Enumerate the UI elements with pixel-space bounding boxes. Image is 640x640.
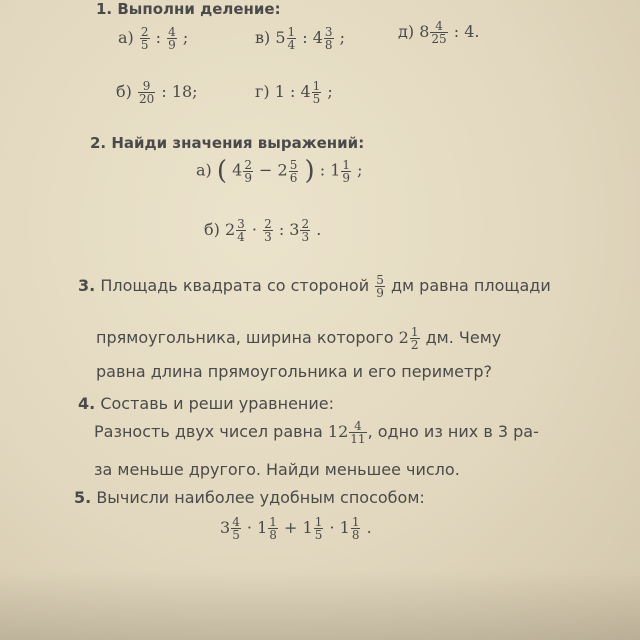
whole: 2 bbox=[277, 160, 288, 180]
operator: · bbox=[251, 220, 257, 239]
task3-text: Площадь квадрата со стороной bbox=[100, 276, 370, 295]
task4-line2: за меньше другого. Найди меньшее число. bbox=[94, 460, 460, 479]
whole: 2 bbox=[224, 220, 236, 239]
punct: ; bbox=[182, 28, 189, 47]
operator: : 4 bbox=[302, 28, 323, 47]
fraction: $\frac{2}{5}$ bbox=[140, 25, 149, 52]
task4-title-line bbox=[78, 394, 334, 413]
operator: 1 : 4 bbox=[274, 82, 311, 101]
fraction: $\frac{2}{3}$ bbox=[264, 217, 272, 244]
task3-text: дм равна площади bbox=[390, 276, 551, 295]
fraction: $\frac{5}{9}$ bbox=[376, 273, 384, 300]
operator: + bbox=[284, 518, 298, 537]
task1-a-label: а) bbox=[118, 28, 134, 47]
punct: ; bbox=[357, 160, 363, 180]
task5-title: Вычисли наиболее удобным способом: bbox=[96, 488, 425, 507]
fraction: $\frac{3}{8}$ bbox=[324, 25, 333, 52]
whole: 12 bbox=[327, 422, 349, 441]
fraction: $\frac{4}{11}$ bbox=[350, 419, 366, 446]
task5-number: 5. bbox=[74, 488, 92, 507]
operator: : bbox=[155, 28, 161, 47]
task3-text: дм. Чему bbox=[425, 328, 502, 347]
punct: ; bbox=[339, 28, 346, 47]
fraction: $\frac{2}{3}$ bbox=[301, 217, 310, 244]
fraction: $\frac{1}{5}$ bbox=[312, 79, 321, 106]
operator: : 18; bbox=[161, 82, 198, 101]
task2-a bbox=[196, 158, 363, 184]
task4-number: 4. bbox=[78, 394, 96, 413]
task1-b bbox=[116, 80, 198, 105]
whole: 4 bbox=[232, 160, 243, 180]
task2-b bbox=[204, 218, 321, 243]
task1-v bbox=[255, 26, 345, 51]
task1-d bbox=[398, 20, 480, 45]
task3-text: прямоугольника, ширина которого bbox=[96, 328, 394, 347]
task3-number: 3. bbox=[78, 276, 96, 295]
operator: : 4. bbox=[453, 22, 480, 41]
fraction: $\frac{5}{6}$ bbox=[289, 157, 298, 185]
fraction: $\frac{1}{4}$ bbox=[287, 25, 296, 52]
fraction: $\frac{3}{4}$ bbox=[237, 217, 245, 244]
fraction: $\frac{1}{8}$ bbox=[351, 515, 360, 542]
task4-text: Разность двух чисел равна bbox=[94, 422, 323, 441]
task4-text: , одно из них в 3 ра- bbox=[367, 422, 539, 441]
task3-line2 bbox=[96, 326, 501, 351]
operator: · bbox=[246, 518, 253, 537]
task1-g-label: г) bbox=[255, 82, 270, 101]
whole: 1 bbox=[257, 518, 268, 537]
operator: · bbox=[329, 518, 335, 537]
task5-expression bbox=[220, 516, 372, 541]
operator: − bbox=[259, 160, 273, 180]
fraction: $\frac{4}{25}$ bbox=[431, 19, 447, 46]
task1-a bbox=[118, 26, 188, 51]
whole: 1 bbox=[339, 518, 350, 537]
task3-line3: равна длина прямоугольника и его периметр? bbox=[96, 362, 492, 381]
punct: ; bbox=[327, 82, 333, 101]
fraction: $\frac{9}{20}$ bbox=[138, 79, 155, 106]
task2-title: 2. Найди значения выражений: bbox=[90, 134, 365, 152]
task5-title-line bbox=[74, 488, 425, 507]
fraction: $\frac{1}{2}$ bbox=[410, 325, 419, 352]
whole: 2 bbox=[398, 328, 409, 347]
task4-title: Составь и реши уравнение: bbox=[100, 394, 335, 413]
fraction: $\frac{1}{9}$ bbox=[342, 157, 351, 185]
task1-title: 1. Выполни деление: bbox=[96, 0, 281, 18]
whole: 8 bbox=[419, 22, 430, 41]
fraction: $\frac{1}{8}$ bbox=[269, 515, 277, 542]
task3-line1 bbox=[78, 274, 551, 299]
fraction: $\frac{4}{9}$ bbox=[168, 25, 176, 52]
open-paren: ( bbox=[216, 156, 228, 186]
task1-d-label: д) bbox=[398, 22, 415, 41]
task1-b-label: б) bbox=[116, 82, 132, 101]
operator: : 1 bbox=[319, 160, 341, 180]
task2-b-label: б) bbox=[204, 220, 220, 239]
whole: 5 bbox=[275, 28, 286, 47]
close-paren: ) bbox=[304, 156, 315, 186]
task1-v-label: в) bbox=[255, 28, 271, 47]
task1-g bbox=[255, 80, 333, 105]
operator: : 3 bbox=[278, 220, 300, 239]
whole: 3 bbox=[220, 518, 231, 537]
fraction: $\frac{2}{9}$ bbox=[244, 157, 252, 185]
page-shadow bbox=[0, 570, 640, 640]
punct: . bbox=[366, 518, 372, 537]
punct: . bbox=[316, 220, 322, 239]
fraction: $\frac{4}{5}$ bbox=[232, 515, 240, 542]
whole: 1 bbox=[302, 518, 313, 537]
task2-a-label: а) bbox=[196, 160, 212, 180]
fraction: $\frac{1}{5}$ bbox=[314, 515, 323, 542]
task4-line1 bbox=[94, 420, 539, 445]
